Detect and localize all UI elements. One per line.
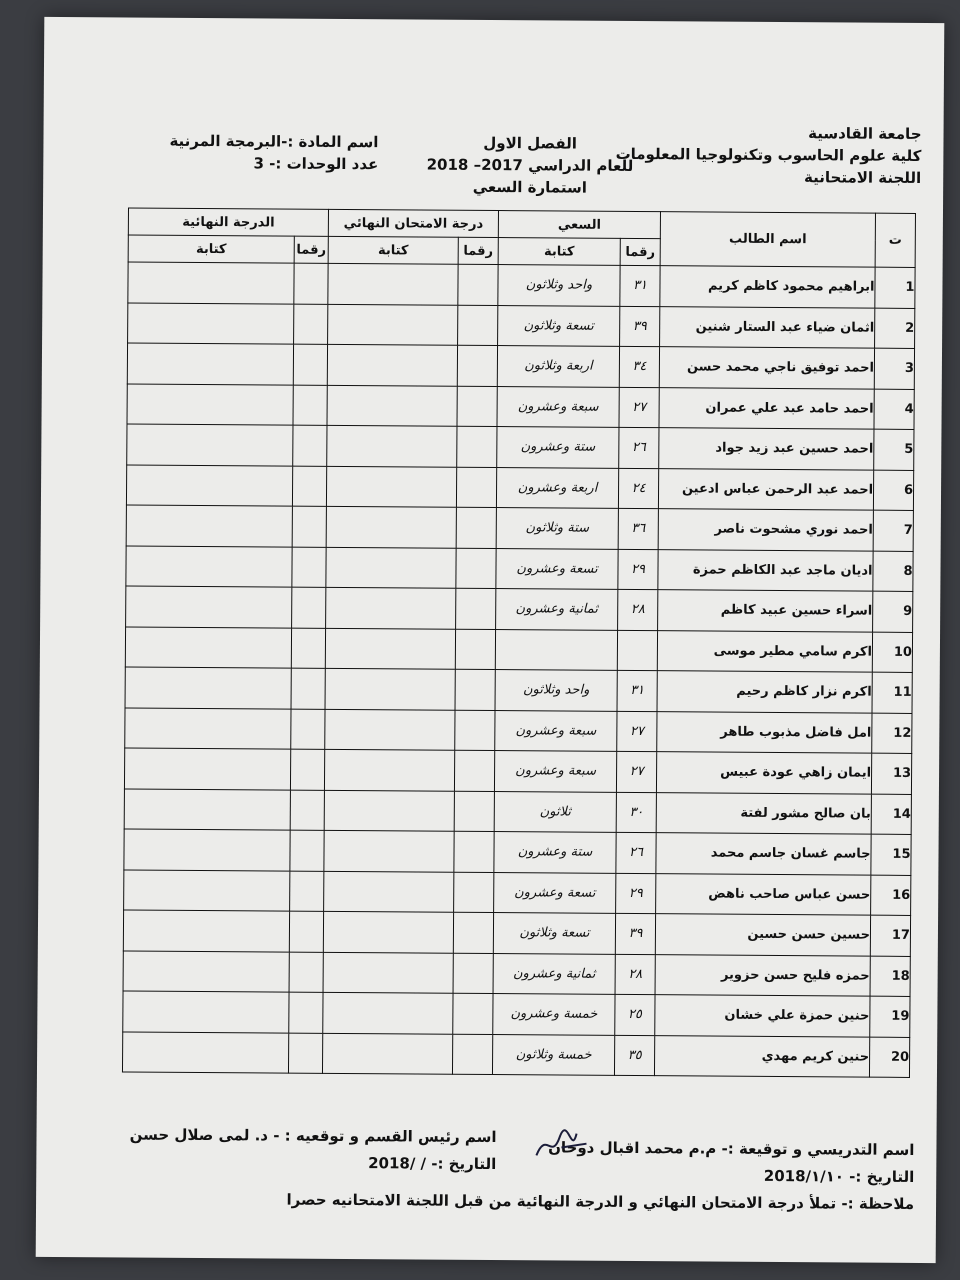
- final-exam-words: [324, 871, 454, 912]
- final-exam-digits: [456, 588, 496, 629]
- final-grade-digits: [292, 547, 326, 588]
- final-grade-words: [124, 788, 290, 830]
- table-row: [126, 505, 913, 551]
- table-row: [125, 667, 912, 713]
- row-index: 20: [869, 1037, 909, 1078]
- final-grade-words: [122, 1031, 288, 1073]
- row-index: 9: [873, 591, 913, 632]
- course-header: [169, 130, 378, 175]
- final-exam-digits: [456, 467, 496, 508]
- final-grade-digits: [292, 506, 326, 547]
- final-grade-digits: [291, 628, 325, 669]
- final-exam-digits: [453, 993, 493, 1034]
- final-grade-words: [123, 910, 289, 952]
- coursework-words: ستة وثلاثون: [496, 508, 618, 549]
- final-grade-words: [123, 991, 289, 1033]
- final-exam-digits: [456, 507, 496, 548]
- student-name: احمد حامد عبد علي عمران: [659, 387, 874, 429]
- table-row: [125, 626, 912, 672]
- table-row: [127, 424, 914, 470]
- final-grade-words: [124, 829, 290, 871]
- table-row: [126, 464, 913, 510]
- final-grade-words: [125, 626, 291, 668]
- coursework-digits: ٣١: [617, 670, 657, 711]
- final-grade-digits: [291, 668, 325, 709]
- final-grade-digits: [290, 871, 324, 912]
- row-index: 3: [874, 348, 914, 389]
- coursework-words: تسعة وعشرون: [496, 548, 618, 589]
- student-name: حسين حسن حسين: [655, 914, 870, 956]
- student-name: اديان ماجد عبد الكاظم حمزة: [658, 549, 873, 591]
- coursework-digits: ٣٥: [614, 1035, 654, 1076]
- final-grade-words: [126, 464, 292, 506]
- row-index: 4: [874, 389, 914, 430]
- final-exam-digits: [457, 345, 497, 386]
- coursework-words: [495, 629, 617, 670]
- final-grade-digits: [289, 911, 323, 952]
- table-row: [128, 302, 915, 348]
- coursework-digits: ٢٦: [616, 832, 656, 873]
- table-row: [127, 383, 914, 429]
- final-exam-words: [325, 709, 455, 750]
- final-exam-words: [326, 587, 456, 628]
- final-grade-words: [127, 424, 293, 466]
- final-grade-words: [127, 383, 293, 425]
- row-index: 19: [870, 996, 910, 1037]
- coursework-words: سبعة وعشرون: [497, 386, 619, 427]
- final-grade-digits: [290, 749, 324, 790]
- final-exam-words: [326, 547, 456, 588]
- table-row: [126, 586, 913, 632]
- student-name: احمد عبد الرحمن عباس ادعين: [658, 468, 873, 510]
- final-exam-words: [328, 263, 458, 304]
- coursework-digits: ٢٧: [619, 387, 659, 428]
- note-line: ملاحظة :- تملأ درجة الامتحان النهائي و الدرجة النهائية من قبل اللجنة الامتحانيه حصرا: [286, 1190, 915, 1213]
- final-grade-digits: [290, 830, 324, 871]
- row-index: 16: [871, 875, 911, 916]
- row-index: 7: [873, 510, 913, 551]
- coursework-words: تسعة وثلاثون: [493, 913, 615, 954]
- coursework-words: ثلاثون: [494, 791, 616, 832]
- coursework-digits: ٢٧: [617, 711, 657, 752]
- semester: الفصل الاول: [483, 133, 577, 153]
- sub-col-words: كتابة: [328, 236, 458, 264]
- coursework-words: ستة وعشرون: [497, 427, 619, 468]
- coursework-digits: ٢٥: [615, 994, 655, 1035]
- final-grade-digits: [288, 1033, 322, 1074]
- table-row: [124, 869, 911, 915]
- final-exam-words: [322, 1033, 452, 1074]
- coursework-digits: [617, 630, 657, 671]
- final-exam-words: [327, 425, 457, 466]
- units-count: عدد الوحدات :- 3: [253, 154, 379, 174]
- final-grade-digits: [292, 587, 326, 628]
- table-row: [123, 991, 910, 1037]
- col-final-grade: الدرجة النهائية: [128, 208, 328, 236]
- final-exam-words: [324, 749, 454, 790]
- coursework-digits: ٢٤: [618, 468, 658, 509]
- final-grade-digits: [290, 790, 324, 831]
- final-exam-digits: [457, 386, 497, 427]
- final-grade-digits: [294, 304, 328, 345]
- row-index: 11: [872, 672, 912, 713]
- final-exam-words: [323, 992, 453, 1033]
- final-exam-words: [325, 668, 455, 709]
- table-row: [125, 707, 912, 753]
- table-row: [126, 545, 913, 591]
- row-index: 17: [870, 915, 910, 956]
- coursework-digits: ٢٧: [616, 751, 656, 792]
- student-name: امل فاضل مذبوب طاهر: [657, 711, 872, 753]
- final-exam-digits: [453, 953, 493, 994]
- coursework-words: تسعة وعشرون: [494, 872, 616, 913]
- coursework-words: اربعة وثلاثون: [497, 346, 619, 387]
- final-exam-words: [327, 344, 457, 385]
- student-name: حنين كريم مهدي: [654, 1035, 869, 1077]
- instructor-line: اسم التدريسي و توقيعة :- م.م محمد اقبال دوحان: [548, 1138, 915, 1159]
- final-grade-words: [125, 707, 291, 749]
- coursework-digits: ٢٩: [616, 873, 656, 914]
- final-exam-words: [325, 628, 455, 669]
- final-exam-digits: [458, 264, 498, 305]
- row-index: 15: [871, 834, 911, 875]
- form-title: استمارة السعي: [472, 177, 587, 197]
- final-exam-words: [326, 506, 456, 547]
- final-grade-words: [126, 505, 292, 547]
- student-name: حمزه فليح حسن حزوير: [655, 954, 870, 996]
- final-grade-words: [126, 586, 292, 628]
- student-name: اكرم نزار كاظم رحيم: [657, 671, 872, 713]
- university-name: جامعة القادسية: [808, 124, 922, 144]
- final-grade-words: [127, 343, 293, 385]
- table-row: [124, 788, 911, 834]
- row-index: 13: [871, 753, 911, 794]
- coursework-digits: ٣٩: [615, 913, 655, 954]
- student-name: بان صالح مشور لفتة: [656, 792, 871, 834]
- sub-col-digits: رقما: [620, 238, 660, 265]
- sub-col-words: كتابة: [128, 235, 294, 263]
- final-grade-digits: [292, 466, 326, 507]
- col-coursework: السعي: [498, 211, 660, 239]
- final-exam-words: [323, 952, 453, 993]
- final-grade-words: [125, 667, 291, 709]
- final-grade-words: [128, 302, 294, 344]
- col-final-exam: درجة الامتحان النهائي: [328, 209, 498, 237]
- student-name: جاسم غسان جاسم محمد: [656, 833, 871, 875]
- row-index: 8: [873, 551, 913, 592]
- coursework-words: اربعة وعشرون: [496, 467, 618, 508]
- final-grade-digits: [289, 992, 323, 1033]
- table-row: [123, 950, 910, 996]
- coursework-digits: ٢٨: [618, 589, 658, 630]
- student-name: احمد نوري مشحوت ناصر: [658, 509, 873, 551]
- instructor-date: التاريخ :- 2018/١/١٠: [763, 1166, 915, 1186]
- final-exam-digits: [454, 750, 494, 791]
- student-name: حسن عباس صاحب ناهض: [656, 873, 871, 915]
- coursework-words: واحد وثلاثون: [495, 670, 617, 711]
- exam-sheet: [36, 17, 945, 1263]
- academic-year: للعام الدراسي 2017– 2018: [426, 155, 634, 175]
- sub-col-words: كتابة: [498, 238, 620, 266]
- coursework-words: سبعة وعشرون: [495, 710, 617, 751]
- coursework-digits: ٣٩: [620, 306, 660, 347]
- coursework-digits: ٣١: [620, 265, 660, 306]
- institution-header: [615, 121, 921, 189]
- final-exam-digits: [452, 1034, 492, 1075]
- row-index: 1: [875, 267, 915, 308]
- student-name: اسراء حسين عبيد كاظم: [658, 590, 873, 632]
- student-name: احمد حسين عبد زيد جواد: [659, 428, 874, 470]
- coursework-digits: ٢٩: [618, 549, 658, 590]
- row-index: 14: [871, 794, 911, 835]
- final-exam-words: [327, 385, 457, 426]
- col-index: ت: [875, 213, 915, 267]
- final-exam-words: [326, 466, 456, 507]
- final-grade-digits: [294, 263, 328, 304]
- dept-head-line: اسم رئيس القسم و توقعيه : - د. لمى صلال حسن: [129, 1125, 497, 1147]
- row-index: 18: [870, 956, 910, 997]
- final-exam-digits: [457, 426, 497, 467]
- coursework-digits: ٢٦: [619, 427, 659, 468]
- final-grade-digits: [293, 385, 327, 426]
- grades-table: [122, 207, 916, 1077]
- final-exam-words: [324, 830, 454, 871]
- final-grade-words: [128, 262, 294, 304]
- final-grade-digits: [289, 952, 323, 993]
- coursework-words: ثمانية وعشرون: [496, 589, 618, 630]
- signature-mark: [531, 1125, 591, 1165]
- sub-col-digits: رقما: [294, 236, 328, 263]
- final-exam-words: [328, 304, 458, 345]
- row-index: 5: [874, 429, 914, 470]
- final-exam-digits: [458, 305, 498, 346]
- table-row: [122, 1031, 909, 1077]
- term-header: [426, 132, 633, 199]
- final-exam-digits: [455, 710, 495, 751]
- final-exam-digits: [454, 872, 494, 913]
- dept-head-date: التاريخ :- / /2018: [368, 1154, 497, 1174]
- final-exam-digits: [456, 548, 496, 589]
- student-name: احمد توفيق ناجي محمد حسن: [659, 347, 874, 389]
- student-name: حنين حمزة علي خشان: [655, 995, 870, 1037]
- final-grade-words: [124, 869, 290, 911]
- table-row: [124, 829, 911, 875]
- row-index: 6: [873, 470, 913, 511]
- student-name: ايمان زاهي عودة عبيس: [656, 752, 871, 794]
- final-exam-digits: [453, 912, 493, 953]
- coursework-words: خمسة وعشرون: [493, 994, 615, 1035]
- final-grade-digits: [293, 425, 327, 466]
- row-index: 10: [872, 632, 912, 673]
- coursework-digits: ٢٨: [615, 954, 655, 995]
- student-name: ابراهيم محمود كاظم كريم: [660, 266, 875, 308]
- final-exam-digits: [454, 791, 494, 832]
- final-grade-digits: [293, 344, 327, 385]
- sub-col-digits: رقما: [458, 237, 498, 264]
- final-exam-digits: [455, 629, 495, 670]
- row-index: 12: [872, 713, 912, 754]
- committee-name: اللجنة الامتحانية: [804, 168, 922, 187]
- college-name: كلية علوم الحاسوب وتكنولوجيا المعلومات: [615, 144, 922, 165]
- coursework-words: خمسة وثلاثون: [492, 1034, 614, 1075]
- coursework-words: واحد وثلاثون: [498, 265, 620, 306]
- table-row: [124, 748, 911, 794]
- student-name: اثمان ضياء عبد الستار شنين: [660, 306, 875, 348]
- course-name: اسم المادة :-البرمجة المرنية: [169, 131, 379, 152]
- final-exam-words: [324, 790, 454, 831]
- coursework-digits: ٣٠: [616, 792, 656, 833]
- final-grade-digits: [291, 709, 325, 750]
- final-exam-digits: [454, 831, 494, 872]
- table-row: [123, 910, 910, 956]
- coursework-words: ثمانية وعشرون: [493, 953, 615, 994]
- row-index: 2: [875, 308, 915, 349]
- final-exam-digits: [455, 669, 495, 710]
- table-row: [127, 343, 914, 389]
- final-grade-words: [126, 545, 292, 587]
- col-student-name: اسم الطالب: [660, 212, 875, 267]
- coursework-words: تسعة وثلاثون: [498, 305, 620, 346]
- table-row: [128, 262, 915, 308]
- student-name: اكرم سامي مطير موسى: [657, 630, 872, 672]
- final-exam-words: [323, 911, 453, 952]
- final-grade-words: [123, 950, 289, 992]
- final-grade-words: [124, 748, 290, 790]
- coursework-words: سبعة وعشرون: [494, 751, 616, 792]
- coursework-words: ستة وعشرون: [494, 832, 616, 873]
- coursework-digits: ٣٤: [619, 346, 659, 387]
- coursework-digits: ٣٦: [618, 508, 658, 549]
